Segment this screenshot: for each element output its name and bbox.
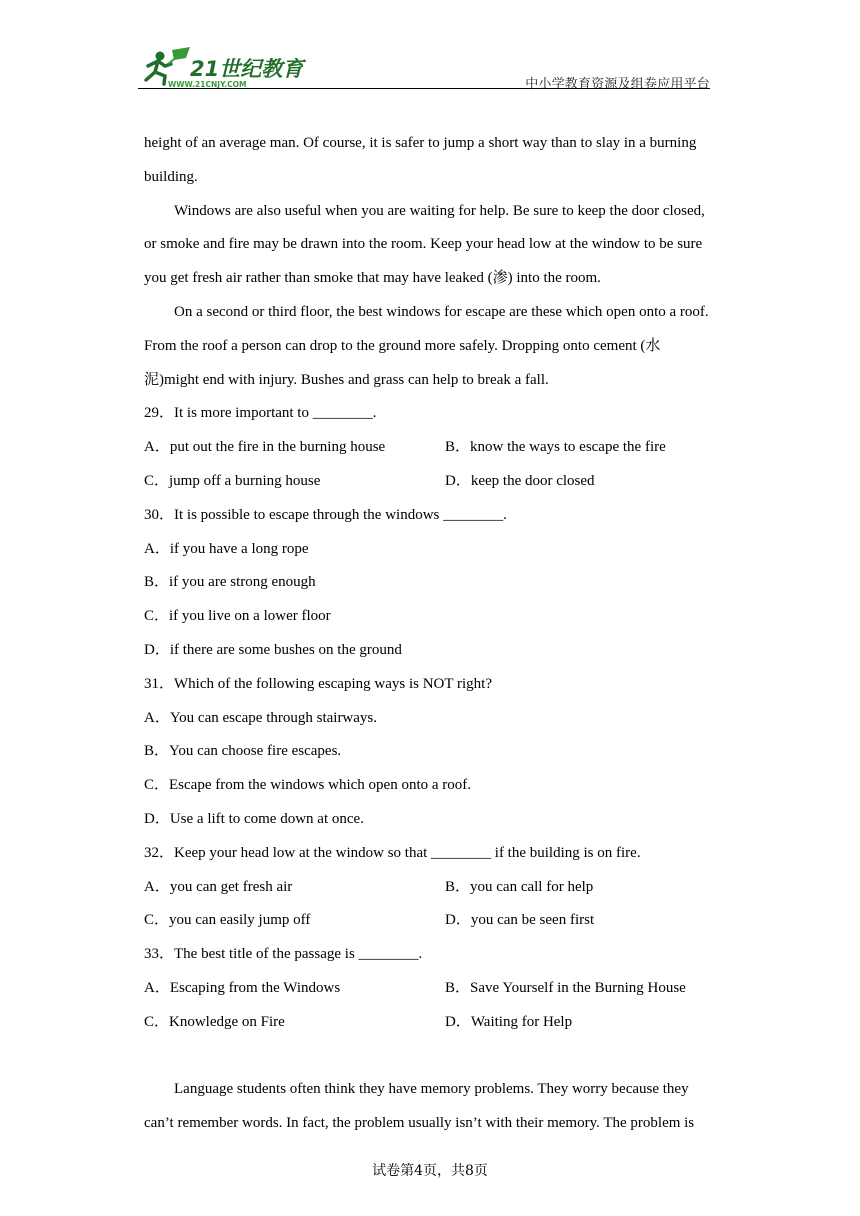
option-b: B．know the ways to escape the fire xyxy=(445,439,666,456)
passage-line: From the roof a person can drop to the ground more safely. Dropping onto cement (水 xyxy=(144,337,661,354)
option-a: A．Escaping from the Windows xyxy=(144,979,341,996)
logo-text: 21世纪教育 xyxy=(190,57,304,81)
question-32-options-row xyxy=(144,871,718,905)
logo xyxy=(138,44,318,90)
option-d: D．if there are some bushes on the ground xyxy=(144,641,402,658)
passage-line: Language students often think they have memory problems. They worry because they xyxy=(174,1081,689,1098)
option-a: A．put out the fire in the burning house xyxy=(144,439,386,456)
question-33-options-row xyxy=(144,1006,718,1040)
option-d: D．Use a lift to come down at once. xyxy=(144,810,364,827)
option-b: B．You can choose fire escapes. xyxy=(144,743,342,760)
passage-line: or smoke and fire may be drawn into the room. Keep your head low at the window to be sure xyxy=(144,236,703,253)
option-b: B．if you are strong enough xyxy=(144,574,316,591)
passage-line: can’t remember words. In fact, the problem usually isn’t with their memory. The problem is xyxy=(144,1115,695,1132)
question-32-options-row xyxy=(144,904,718,938)
section-spacer xyxy=(144,1040,718,1074)
option-a: A．if you have a long rope xyxy=(144,540,309,557)
passage-line: 泥)might end with injury. Bushes and grass can help to break a fall. xyxy=(144,371,549,388)
question-33-options-row xyxy=(144,972,718,1006)
option-a: A．You can escape through stairways. xyxy=(144,709,378,726)
question-29-stem: 29．It is more important to ________. xyxy=(144,405,377,422)
question-33-stem: 33．The best title of the passage is ________. xyxy=(144,946,423,963)
passage-line: Windows are also useful when you are waiting for help. Be sure to keep the door closed, xyxy=(174,202,705,219)
option-a: A．you can get fresh air xyxy=(144,878,293,895)
passage-line: height of an average man. Of course, it is safer to jump a short way than to slay in a burning xyxy=(144,135,697,151)
runner-icon xyxy=(146,47,190,84)
option-c: C．if you live on a lower floor xyxy=(144,608,331,625)
question-30-stem: 30．It is possible to escape through the windows ________. xyxy=(144,506,507,523)
page-header xyxy=(138,44,710,90)
option-d: D．Waiting for Help xyxy=(445,1013,573,1030)
platform-label: 中小学教育资源及组卷应用平台 xyxy=(525,77,710,92)
passage-line: On a second or third floor, the best windows for escape are these which open onto a roof. xyxy=(174,303,709,320)
question-29-options-row xyxy=(144,431,718,465)
option-b: B．you can call for help xyxy=(445,878,594,895)
option-c: C．you can easily jump off xyxy=(144,912,311,929)
header-divider xyxy=(138,88,710,89)
passage-line: building. xyxy=(144,168,198,185)
question-31-stem: 31．Which of the following escaping ways is NOT right? xyxy=(144,675,492,692)
option-c: C．jump off a burning house xyxy=(144,472,321,489)
page-content xyxy=(144,127,718,1141)
option-c: C．Escape from the windows which open onto a roof. xyxy=(144,777,472,794)
page-footer: 试卷第4页，共8页 xyxy=(372,1163,488,1179)
question-32-stem: 32．Keep your head low at the window so that ________ if the building is on fire. xyxy=(144,844,641,861)
option-d: D．you can be seen first xyxy=(445,912,595,929)
passage-line: you get fresh air rather than smoke that may have leaked (渗) into the room. xyxy=(144,270,601,287)
option-b: B．Save Yourself in the Burning House xyxy=(445,979,686,996)
option-d: D．keep the door closed xyxy=(445,472,595,489)
logo-url: WWW.21CNJY.COM xyxy=(168,80,247,89)
option-c: C．Knowledge on Fire xyxy=(144,1013,285,1030)
question-29-options-row xyxy=(144,465,718,499)
